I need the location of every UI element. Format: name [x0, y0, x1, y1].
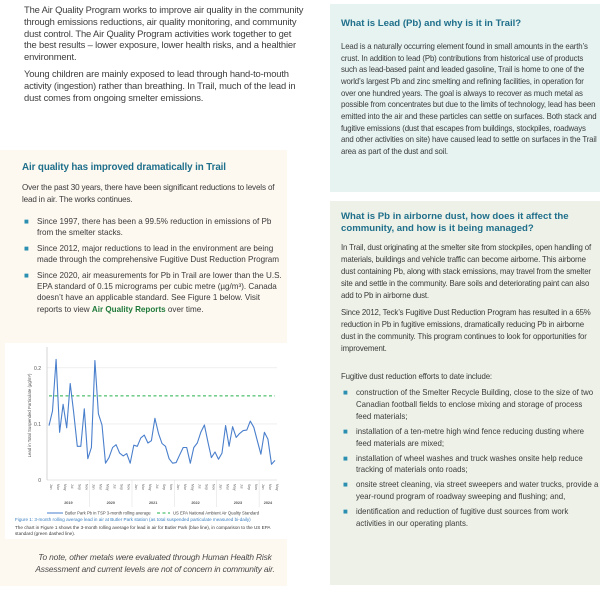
figure-1-chart — [5, 343, 287, 539]
svg-text:Jan: Jan — [176, 484, 181, 490]
what-is-lead-heading: What is Lead (Pb) and why is it in Trail? — [341, 18, 522, 29]
bullet-icon: ■ — [343, 507, 348, 517]
svg-text:Lead in Total Suspended Partic: Lead in Total Suspended Particulate (µg/m³) — [27, 373, 32, 458]
list-item: ■ Since 1997, there has been a 99.5% reduction in emissions of Pb from the smelter stacks. — [24, 217, 272, 238]
bullet-icon: ■ — [24, 217, 29, 226]
intro-paragraph-2: Young children are mainly exposed to lead through hand-to-mouth activity (ingestion) rather than breathing. In Trail, much of the lead in dust comes from ongoing smelter emissions. — [24, 67, 296, 103]
svg-text:Nov: Nov — [211, 484, 216, 491]
figure-caption: Figure 1: 3-month rolling average lead in air at Butler Park station (as total suspended particulate measured bi-daily) — [15, 517, 251, 522]
lead-in-air-line-chart — [5, 343, 287, 517]
svg-text:May: May — [190, 484, 195, 491]
svg-text:Jul: Jul — [154, 484, 159, 489]
list-item: ■ identification and reduction of fugitive dust sources from work activities in our operating plants. — [343, 507, 569, 529]
bullet-icon: ■ — [24, 243, 29, 253]
bullet-icon: ■ — [343, 453, 348, 463]
intro-section — [24, 4, 304, 108]
svg-text:May: May — [275, 484, 279, 491]
other-metals-note: To note, other metals were evaluated through Human Health Risk Assessment and current levels are not of concern in community air. — [35, 552, 275, 574]
svg-text:Mar: Mar — [140, 484, 145, 490]
svg-text:Jan: Jan — [133, 484, 138, 490]
list-item: ■ onsite street cleaning, via street sweepers and water trucks, provide a year-round program of roadway sweeping and flushing; and, — [343, 480, 599, 502]
svg-text:US EPA National Ambient Air Qu: US EPA National Ambient Air Quality Standard — [173, 510, 260, 516]
airborne-dust-box — [330, 201, 600, 585]
svg-text:0.2: 0.2 — [34, 365, 41, 372]
svg-text:Mar: Mar — [225, 484, 230, 490]
svg-text:2024: 2024 — [263, 501, 273, 505]
svg-text:2021: 2021 — [148, 501, 158, 505]
what-is-lead-box — [330, 4, 600, 192]
intro-paragraph-1: The Air Quality Program works to improve air quality in the community through emissions reductions, air quality monitoring, and community dust control. The Air Quality Program activities work together to get the best results – lower exposure, lower health risks, and a healthier environment. — [24, 4, 304, 63]
air-quality-lead: Over the past 30 years, there have been significant reductions to levels of lead in air. The works continues. — [22, 183, 275, 204]
svg-text:Jan: Jan — [260, 484, 265, 490]
svg-text:2023: 2023 — [233, 501, 243, 505]
svg-text:Nov: Nov — [84, 484, 89, 491]
svg-text:2022: 2022 — [191, 501, 200, 505]
svg-text:Butler Park Pb in TSP 3-month: Butler Park Pb in TSP 3-month rolling average — [65, 510, 151, 516]
airborne-dust-paragraph-3: Fugitive dust reduction efforts to date include: — [341, 372, 492, 381]
svg-text:Mar: Mar — [183, 484, 188, 490]
svg-text:Nov: Nov — [169, 484, 174, 491]
svg-text:2020: 2020 — [106, 501, 116, 505]
svg-text:Jul: Jul — [112, 484, 117, 489]
bullet-icon: ■ — [343, 426, 348, 436]
svg-text:May: May — [232, 484, 237, 491]
svg-text:2019: 2019 — [64, 501, 73, 505]
bullet-icon: ■ — [343, 480, 348, 490]
figure-note: The chart in Figure 1 shows the 3-month rolling average for lead in air for Butler Park (blue line), in comparison to the US EPA standard (green dashed line). — [15, 525, 271, 536]
svg-text:Mar: Mar — [267, 484, 272, 490]
svg-text:Sep: Sep — [119, 484, 124, 491]
svg-text:Mar: Mar — [98, 484, 103, 490]
svg-text:May: May — [63, 484, 68, 491]
what-is-lead-body: Lead is a naturally occurring element found in small amounts in the earth’s crust. In addition to lead (Pb) contributions from historical use of products such as lead-based paint and leaded gasoline, Trail is home to one of the world’s largest Pb and zinc smelting and refining facilities, in operation for over one hundred years. The goal is always to recover as much metal as possible from concentrates but due to the limits of technology, lead has been emitted into the air and these particles can settle on surfaces. Both stack and fugitive emissions (dust that escapes from buildings, stockpiles, roadways and other activities on site) have caused lead to settle on surfaces in the Trail area as part of the dust and soil. — [341, 42, 597, 156]
svg-text:May: May — [147, 484, 152, 491]
svg-text:Jul: Jul — [239, 484, 244, 489]
air-quality-bullets — [22, 216, 286, 319]
svg-text:Jan: Jan — [218, 484, 223, 490]
svg-text:0.1: 0.1 — [34, 421, 41, 428]
air-quality-panel — [0, 150, 287, 586]
svg-text:Nov: Nov — [126, 484, 131, 491]
airborne-dust-paragraph-1: In Trail, dust originating at the smelter site from stockpiles, open handling of materials, buildings and vehicle traffic can become airborne. This airborne dust containing Pb, along with stack emissions, may travel from the smelter site and settle in the community. Bare soils and deteriorating paint can also add to Pb in airborne dust. — [341, 243, 592, 300]
list-item: ■ installation of a ten-metre high wind fence reducing dusting where feed materials are mixed; — [343, 426, 585, 448]
bullet-icon: ■ — [343, 388, 348, 397]
svg-text:Sep: Sep — [204, 484, 209, 491]
list-item: ■ Since 2012, major reductions to lead in the environment are being made through the comprehensive Fugitive Dust Reduction Program — [24, 243, 280, 265]
svg-text:Jul: Jul — [197, 484, 202, 489]
svg-text:Jan: Jan — [49, 484, 53, 490]
dust-reduction-bullets — [341, 387, 599, 533]
list-item: ■ construction of the Smelter Recycle Building, close to the size of two Canadian football fields to enclose mixing and storage of process feed materials; — [343, 388, 594, 421]
list-item: ■ Since 2020, air measurements for Pb in Trail are lower than the U.S. EPA standard of 0.15 micrograms per cubic metre (µg/m³). Canada doesn’t have an applicable standard. See Figure 1 below. Visit reports to view Air Quality Reports over time. — [24, 270, 282, 314]
bullet-icon: ■ — [24, 270, 29, 280]
airborne-dust-paragraph-2: Since 2012, Teck’s Fugitive Dust Reduction Program has resulted in a 65% reduction in Pb in fugitive emissions, dramatically reducing Pb in airborne dust in the community. This program continues to look for opportunities for improvement. — [341, 308, 591, 353]
air-quality-heading: Air quality has improved dramatically in Trail — [22, 162, 226, 173]
svg-text:Jul: Jul — [70, 484, 75, 489]
svg-text:Sep: Sep — [246, 484, 251, 491]
svg-text:May: May — [105, 484, 110, 491]
svg-text:Sep: Sep — [77, 484, 82, 491]
svg-text:Mar: Mar — [56, 484, 61, 490]
svg-text:Jan: Jan — [91, 484, 96, 490]
list-item: ■ installation of wheel washes and truck washes onsite help reduce tracking of materials onto roads; — [343, 453, 583, 475]
svg-text:Nov: Nov — [253, 484, 258, 491]
air-quality-reports-link[interactable]: Air Quality Reports — [91, 304, 166, 314]
airborne-dust-heading: What is Pb in airborne dust, how does it affect the community, and how is it being managed? — [341, 211, 569, 235]
svg-text:Sep: Sep — [162, 484, 166, 491]
svg-text:0: 0 — [38, 478, 41, 484]
